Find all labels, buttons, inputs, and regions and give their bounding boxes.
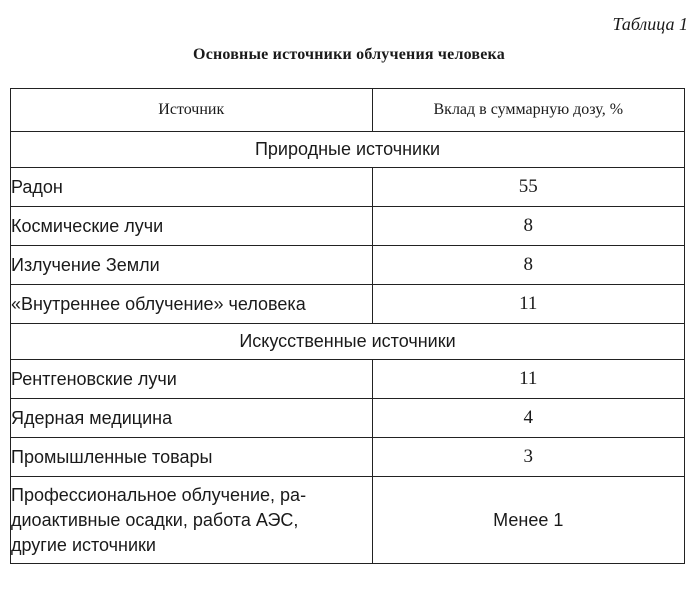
table-row — [11, 399, 685, 438]
source-cell: «Внутреннее облучение» человека — [11, 285, 373, 324]
table-row — [11, 477, 685, 564]
value-cell: Менее 1 — [372, 477, 684, 564]
value-cell: 11 — [372, 285, 684, 324]
table-number: Таблица 1 — [612, 14, 688, 34]
source-line: диоактивные осадки, работа АЭС, — [11, 509, 299, 530]
section-row-natural — [11, 132, 685, 168]
value-cell: 4 — [372, 399, 684, 438]
section-title: Искусственные источники — [11, 324, 685, 360]
table-title: Основные источники облучения человека — [193, 46, 505, 63]
table-row — [11, 360, 685, 399]
header-contribution: Вклад в суммарную дозу, % — [372, 89, 684, 132]
value-cell: 8 — [372, 246, 684, 285]
value-cell: 3 — [372, 438, 684, 477]
header-source: Источник — [11, 89, 373, 132]
table-row — [11, 285, 685, 324]
source-cell: Промышленные товары — [11, 438, 373, 477]
table-row — [11, 438, 685, 477]
table-row — [11, 207, 685, 246]
source-cell: Рентгеновские лучи — [11, 360, 373, 399]
radiation-sources-table — [10, 88, 685, 564]
source-cell: Излучение Земли — [11, 246, 373, 285]
table-row — [11, 246, 685, 285]
source-cell: Ядерная медицина — [11, 399, 373, 438]
table-row — [11, 168, 685, 207]
value-cell: 8 — [372, 207, 684, 246]
table-header-row — [11, 89, 685, 132]
value-cell: 11 — [372, 360, 684, 399]
source-cell: Радон — [11, 168, 373, 207]
source-cell — [11, 477, 373, 564]
source-line: другие источники — [11, 534, 156, 555]
source-cell: Космические лучи — [11, 207, 373, 246]
section-row-artificial — [11, 324, 685, 360]
value-cell: 55 — [372, 168, 684, 207]
source-line: Профессиональное облучение, ра- — [11, 484, 307, 505]
section-title: Природные источники — [11, 132, 685, 168]
